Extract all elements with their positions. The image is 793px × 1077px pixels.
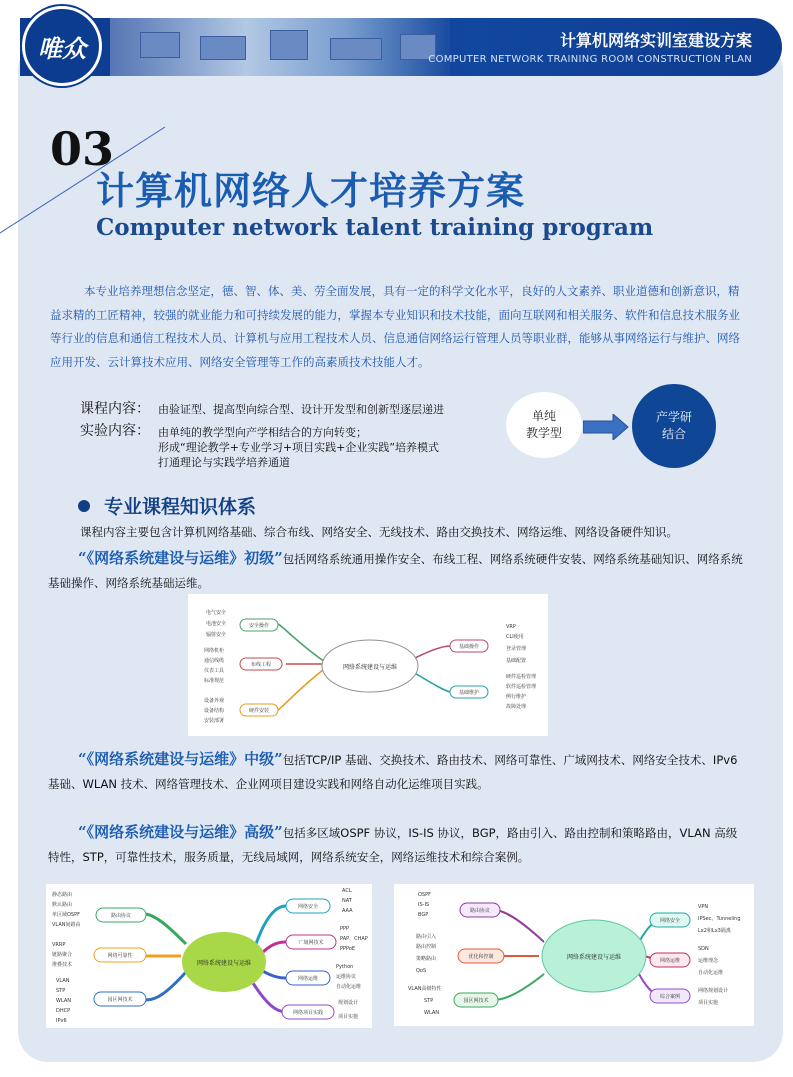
svg-text:WLAN: WLAN <box>424 1010 440 1016</box>
section-title-english: Computer network talent training program <box>96 214 654 241</box>
section-number: 03 <box>50 122 115 176</box>
header-title: 计算机网络实训室建设方案 <box>559 31 752 50</box>
svg-text:堆叠技术: 堆叠技术 <box>52 962 73 968</box>
svg-text:园区网技术: 园区网技术 <box>107 997 133 1003</box>
mindmap-basic-center: 网络系统建设与运维 <box>342 664 398 671</box>
svg-text:VRP: VRP <box>506 624 516 630</box>
experiment-line-3: 打通理论与实践学培养通道 <box>158 456 290 469</box>
svg-text:设备结构: 设备结构 <box>204 708 225 714</box>
svg-text:优化和控制: 优化和控制 <box>468 954 494 960</box>
svg-text:单区域OSPF: 单区域OSPF <box>52 912 81 918</box>
level-mid-desc: “《网络系统建设与运维》中级”包括TCP/IP 基础、交换技术、路由技术、网络可靠性、广域网技术、网络安全技术、IPv6 基础、WLAN 技术、网络管理技术、企业网项目建设实践和网络自动化运维项目实践。 <box>48 750 738 791</box>
svg-text:电池安全: 电池安全 <box>206 621 227 627</box>
svg-text:OSPF: OSPF <box>418 892 432 898</box>
svg-text:AAA: AAA <box>342 908 353 914</box>
svg-text:布线工程: 布线工程 <box>250 662 272 668</box>
svg-text:项目实施: 项目实施 <box>338 1014 359 1020</box>
svg-text:路由协议: 路由协议 <box>469 908 491 914</box>
svg-text:基础维护: 基础维护 <box>458 690 480 696</box>
svg-text:Python: Python <box>336 964 354 970</box>
svg-text:电气安全: 电气安全 <box>206 610 227 616</box>
svg-text:BGP: BGP <box>418 912 429 918</box>
svg-text:自动化运维: 自动化运维 <box>698 970 724 976</box>
svg-text:标准规范: 标准规范 <box>204 678 225 684</box>
svg-text:软件巡检管理: 软件巡检管理 <box>506 684 537 690</box>
svg-text:VPN: VPN <box>698 904 709 910</box>
svg-text:硬件安装: 硬件安装 <box>248 708 270 714</box>
level-advanced-desc: “《网络系统建设与运维》高级”包括多区域OSPF 协议，IS-IS 协议，BGP，路由引入、路由控制和策略路由，VLAN 高级特性，STP，可靠性技术，服务质量，无线局域网，网络系统安全，网络运维技术和综合案例。 <box>48 823 738 864</box>
svg-text:路由引入: 路由引入 <box>416 934 437 940</box>
knowledge-heading: 专业课程知识体系 <box>78 492 256 519</box>
mindmap-mid <box>46 884 372 1028</box>
svg-text:通信线缆: 通信线缆 <box>204 658 225 664</box>
svg-text:IPv6: IPv6 <box>56 1018 67 1024</box>
svg-text:QoS: QoS <box>416 968 427 974</box>
intro-paragraph: 本专业培养理想信念坚定，德、智、体、美、劳全面发展，具有一定的科学文化水平，良好的人文素养、职业道德和创新意识，精益求精的工匠精神，较强的就业能力和可持续发展的能力，掌握本专业知识和技术技能，面向互联网和相关服务、软件和信息技术服务业等行业的信息和通信工程技术人员、计算机与应用工程技术人员、信息通信网络运行管理人员等职业群，能够从事网络运行与维护、网络应用开发、云计算技术应用、网络安全管理等工作的高素质技术技能人才。 <box>50 284 740 369</box>
knowledge-summary: 课程内容主要包含计算机网络基础、综合布线、网络安全、无线技术、路由交换技术、网络运维、网络设备硬件知识。 <box>80 525 678 539</box>
svg-text:VLAN: VLAN <box>56 978 70 984</box>
svg-text:STP: STP <box>424 998 434 1004</box>
svg-text:PPPoE: PPPoE <box>340 946 356 952</box>
svg-text:网络机柜: 网络机柜 <box>204 648 225 654</box>
svg-text:规划设计: 规划设计 <box>338 1000 359 1006</box>
experiment-line-2: 形成“理论教学+专业学习+项目实践+企业实践”培养模式 <box>158 441 440 454</box>
svg-text:策略路由: 策略路由 <box>416 956 437 962</box>
svg-text:ACL: ACL <box>342 888 352 894</box>
logo-text: 唯众 <box>38 33 86 63</box>
svg-text:设备外观: 设备外观 <box>204 698 225 704</box>
svg-text:基础操作: 基础操作 <box>458 644 480 650</box>
svg-text:安装部署: 安装部署 <box>204 718 225 724</box>
svg-text:网络运维: 网络运维 <box>297 976 319 982</box>
experiment-row <box>80 420 150 440</box>
svg-text:静态路由: 静态路由 <box>52 892 73 898</box>
svg-text:自动化运维: 自动化运维 <box>336 984 362 990</box>
svg-text:仪表工具: 仪表工具 <box>204 668 225 674</box>
svg-text:网络规划设计: 网络规划设计 <box>698 988 729 994</box>
mindmap-advanced-center: 网络系统建设与运维 <box>566 954 622 961</box>
mindmap-advanced <box>394 884 754 1026</box>
experiment-label: 实验内容： <box>80 423 150 439</box>
svg-text:网络项目实践: 网络项目实践 <box>292 1010 324 1016</box>
svg-text:项目实施: 项目实施 <box>698 1000 719 1006</box>
svg-text:CLI使用: CLI使用 <box>506 634 524 640</box>
mindmap-basic <box>188 594 548 736</box>
bullet-dot-icon <box>78 500 90 512</box>
header-subtitle: COMPUTER NETWORK TRAINING ROOM CONSTRUCTION PLAN <box>428 54 752 65</box>
svg-text:STP: STP <box>56 988 66 994</box>
svg-text:WLAN: WLAN <box>56 998 72 1004</box>
svg-text:NAT: NAT <box>342 898 352 904</box>
svg-text:运维协议: 运维协议 <box>336 974 357 980</box>
svg-text:广域网技术: 广域网技术 <box>298 940 324 946</box>
svg-text:综合案例: 综合案例 <box>659 994 681 1000</box>
svg-text:例行维护: 例行维护 <box>506 694 527 700</box>
svg-text:网络安全: 网络安全 <box>297 904 319 910</box>
mindmap-mid-center: 网络系统建设与运维 <box>196 960 252 967</box>
svg-text:SDN: SDN <box>698 946 709 952</box>
svg-text:VRRP: VRRP <box>52 942 66 948</box>
svg-text:基础配置: 基础配置 <box>506 658 527 664</box>
svg-text:硬件巡检管理: 硬件巡检管理 <box>506 674 537 680</box>
svg-text:VLAN高级特性: VLAN高级特性 <box>408 986 442 992</box>
svg-text:网络可靠性: 网络可靠性 <box>107 953 133 959</box>
svg-text:链路聚合: 链路聚合 <box>52 952 73 958</box>
svg-text:登录管理: 登录管理 <box>506 646 527 652</box>
flow-arrow-icon <box>583 414 629 440</box>
level-basic-desc: “《网络系统建设与运维》初级”包括网络系统通用操作安全、布线工程、网络系统硬件安装、网络系统基础知识、网络系统基础操作、网络系统基础运维。 <box>48 549 743 590</box>
experiment-line-1: 由单纯的教学型向产学相结合的方向转变； <box>158 426 367 439</box>
svg-text:Lx2和Lx3隔离: Lx2和Lx3隔离 <box>698 928 731 934</box>
svg-text:PAP、CHAP: PAP、CHAP <box>340 936 368 942</box>
svg-text:运维理念: 运维理念 <box>698 958 719 964</box>
svg-text:路由协议: 路由协议 <box>110 913 132 919</box>
svg-text:故障处理: 故障处理 <box>506 704 527 710</box>
svg-text:网络运维: 网络运维 <box>659 958 681 964</box>
svg-text:IS-IS: IS-IS <box>418 902 430 908</box>
svg-text:辐射安全: 辐射安全 <box>206 632 227 638</box>
svg-text:默认路由: 默认路由 <box>52 902 73 908</box>
flow-node-industry: 产学研 结合 <box>632 384 716 468</box>
svg-text:安全操作: 安全操作 <box>248 623 270 629</box>
svg-text:DHCP: DHCP <box>56 1008 71 1014</box>
svg-text:网络安全: 网络安全 <box>659 918 681 924</box>
course-text: 由验证型、提高型向综合型、设计开发型和创新型逐层递进 <box>158 403 444 416</box>
section-title: 计算机网络人才培养方案 <box>96 168 526 213</box>
svg-text:园区网技术: 园区网技术 <box>463 998 489 1004</box>
flow-node-teaching: 单纯 教学型 <box>506 392 582 458</box>
svg-text:VLAN间路由: VLAN间路由 <box>52 922 81 928</box>
course-row <box>80 398 150 418</box>
svg-text:IPSec、Tunneling: IPSec、Tunneling <box>698 916 741 922</box>
svg-text:PPP: PPP <box>340 926 350 932</box>
svg-text:路由控制: 路由控制 <box>416 944 437 950</box>
course-label: 课程内容： <box>80 401 150 417</box>
